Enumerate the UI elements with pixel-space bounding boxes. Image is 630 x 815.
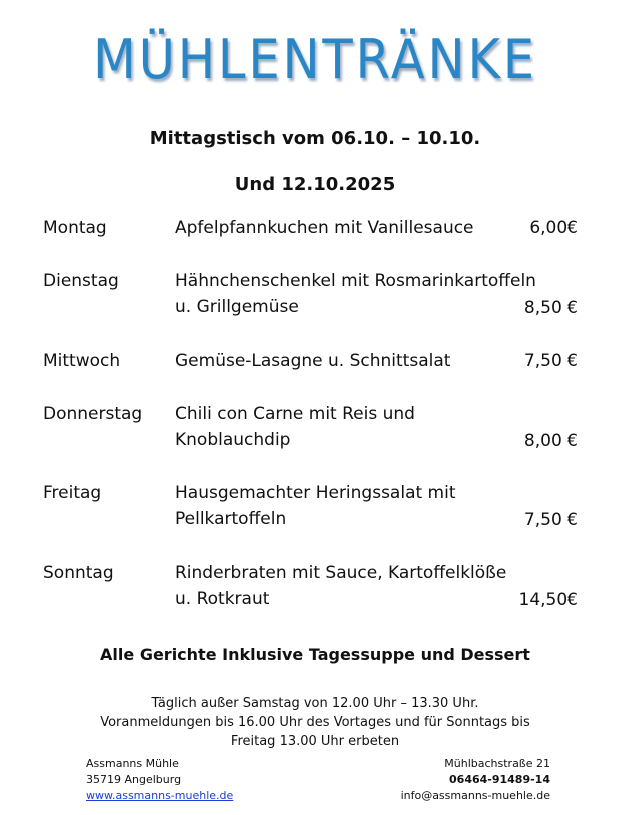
dish-line-2: Pellkartoffeln bbox=[175, 509, 287, 529]
price: 7,50 € bbox=[523, 510, 578, 530]
dish-description bbox=[175, 218, 474, 238]
dish-description bbox=[175, 563, 506, 609]
day-label: Sonntag bbox=[43, 563, 114, 583]
menu-subheading: Und 12.10.2025 bbox=[234, 174, 396, 195]
day-label: Mittwoch bbox=[43, 351, 121, 371]
business-phone: 06464-91489-14 bbox=[449, 773, 550, 786]
business-name: Assmanns Mühle bbox=[86, 757, 179, 770]
footer-address bbox=[86, 756, 233, 804]
dish-line: Gemüse-Lasagne u. Schnittsalat bbox=[175, 351, 451, 371]
dish-description bbox=[175, 483, 456, 529]
dish-description bbox=[175, 351, 450, 371]
day-label: Montag bbox=[43, 218, 107, 238]
day-label: Dienstag bbox=[43, 271, 119, 291]
info-line: Voranmeldungen bis 16.00 Uhr des Vortages und für Sonntags bis bbox=[100, 715, 530, 730]
business-email[interactable]: info@assmanns-muehle.de bbox=[400, 789, 550, 802]
opening-info bbox=[0, 694, 630, 751]
dish-line: Hausgemachter Heringssalat mit bbox=[175, 483, 456, 503]
price: 14,50€ bbox=[518, 590, 578, 610]
info-line: Täglich außer Samstag von 12.00 Uhr – 13.30 Uhr. bbox=[151, 696, 479, 711]
business-city: 35719 Angelburg bbox=[86, 773, 182, 786]
dish-line: Chili con Carne mit Reis und bbox=[175, 404, 415, 424]
price: 8,00 € bbox=[523, 431, 578, 451]
day-label: Donnerstag bbox=[43, 404, 143, 424]
day-label: Freitag bbox=[43, 483, 102, 503]
price: 7,50 € bbox=[523, 351, 578, 371]
dish-line: Hähnchenschenkel mit Rosmarinkartoffeln bbox=[175, 271, 536, 291]
footer-contact bbox=[401, 756, 550, 804]
dish-line-2: Knoblauchdip bbox=[175, 430, 291, 450]
dish-description bbox=[175, 404, 415, 450]
info-line: Freitag 13.00 Uhr erbeten bbox=[230, 734, 400, 749]
dish-line-2: u. Grillgemüse bbox=[175, 297, 299, 317]
dish-line: Rinderbraten mit Sauce, Kartoffelklöße bbox=[175, 563, 507, 583]
menu-heading: Mittagstisch vom 06.10. – 10.10. bbox=[149, 128, 481, 149]
dish-line-2: u. Rotkraut bbox=[175, 589, 270, 609]
website-link[interactable]: www.assmanns-muehle.de bbox=[86, 789, 234, 802]
inclusive-note: Alle Gerichte Inklusive Tagessuppe und Dessert bbox=[100, 645, 530, 664]
price: 6,00€ bbox=[529, 218, 578, 238]
price: 8,50 € bbox=[523, 298, 578, 318]
logo-text: MÜHLENTRÄNKE bbox=[93, 28, 537, 91]
dish-line: Apfelpfannkuchen mit Vanillesauce bbox=[175, 218, 474, 238]
business-street: Mühlbachstraße 21 bbox=[444, 757, 550, 770]
dish-description bbox=[175, 271, 536, 317]
